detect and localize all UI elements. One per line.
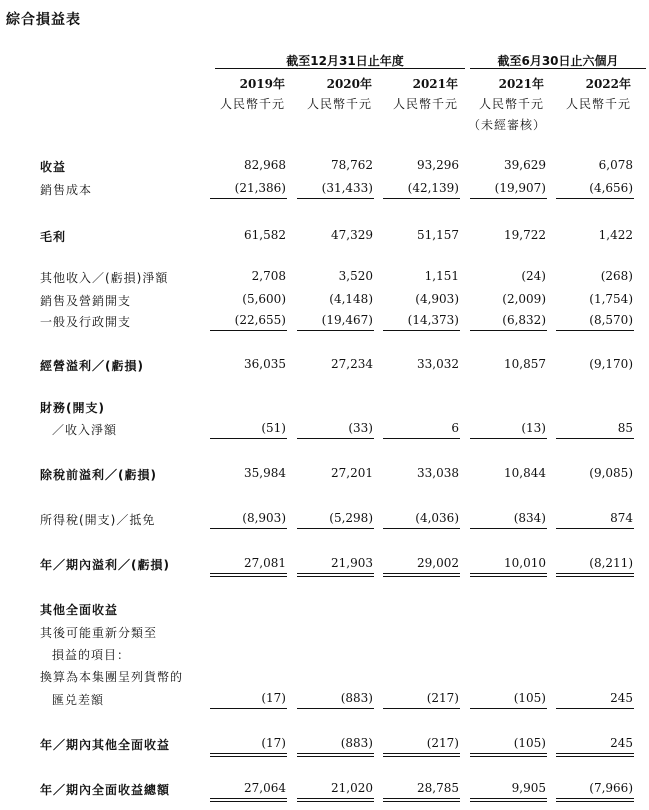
row-value: 61,582 (244, 228, 286, 242)
row-label: ／收入淨額 (52, 423, 118, 437)
row-value: (17) (261, 736, 286, 750)
row-value: 21,020 (331, 781, 373, 795)
row-value: (268) (600, 269, 633, 283)
row-value: 78,762 (331, 158, 373, 172)
total-rule (383, 708, 460, 709)
header-year-2021-interim: 2021年 (498, 77, 544, 91)
row-value: (834) (513, 511, 546, 525)
row-value: 27,081 (244, 556, 286, 570)
row-value: (33) (348, 421, 373, 435)
header-group-annual: 截至12月31日止年度 (286, 54, 404, 68)
total-rule (210, 708, 287, 709)
row-value: 93,296 (417, 158, 459, 172)
total-rule (556, 753, 634, 754)
row-value: (2,009) (502, 292, 546, 306)
row-value: (4,903) (415, 292, 459, 306)
total-rule (470, 573, 547, 574)
row-value: 245 (610, 691, 633, 705)
row-value: 35,984 (244, 466, 286, 480)
total-rule-double (383, 756, 460, 757)
total-rule-double (297, 576, 374, 577)
row-value: 33,038 (417, 466, 459, 480)
row-value: (17) (261, 691, 286, 705)
header-unit-2021: 人民幣千元 (392, 97, 458, 111)
total-rule (210, 753, 287, 754)
row-value: 28,785 (417, 781, 459, 795)
row-value: 10,857 (504, 357, 546, 371)
row-value: (883) (340, 736, 373, 750)
header-unit-2021-interim: 人民幣千元 (478, 97, 544, 111)
row-value: (24) (521, 269, 546, 283)
total-rule-double (210, 801, 287, 802)
total-rule (556, 573, 634, 574)
row-value: 10,844 (504, 466, 546, 480)
row-value: (19,907) (494, 181, 546, 195)
row-value: 82,968 (244, 158, 286, 172)
row-value: (217) (426, 736, 459, 750)
row-label: 其他收入／(虧損)淨額 (40, 271, 169, 285)
row-value: 2,708 (251, 269, 286, 283)
header-year-2020: 2020年 (326, 77, 372, 91)
header-unit-2022-interim: 人民幣千元 (565, 97, 631, 111)
row-value: (14,373) (407, 313, 459, 327)
row-value: (5,298) (329, 511, 373, 525)
total-rule-double (470, 801, 547, 802)
row-value: 245 (610, 736, 633, 750)
total-rule (470, 753, 547, 754)
total-rule (383, 528, 460, 529)
row-value: (5,600) (242, 292, 286, 306)
row-label: 經營溢利／(虧損) (40, 359, 144, 373)
row-value: 51,157 (417, 228, 459, 242)
row-value: 3,520 (338, 269, 373, 283)
total-rule (470, 708, 547, 709)
header-year-2022-interim: 2022年 (585, 77, 631, 91)
total-rule-double (556, 801, 634, 802)
row-value: (7,966) (589, 781, 633, 795)
row-value: 36,035 (244, 357, 286, 371)
row-value: (42,139) (407, 181, 459, 195)
row-value: (8,570) (589, 313, 633, 327)
row-value: 29,002 (417, 556, 459, 570)
row-value: (51) (261, 421, 286, 435)
row-label: 年／期內溢利／(虧損) (40, 558, 170, 572)
total-rule (556, 330, 634, 331)
row-value: (8,903) (242, 511, 286, 525)
total-rule (556, 798, 634, 799)
row-value: 27,064 (244, 781, 286, 795)
total-rule (556, 708, 634, 709)
total-rule (210, 798, 287, 799)
total-rule (470, 798, 547, 799)
total-rule (383, 330, 460, 331)
total-rule-double (383, 801, 460, 802)
total-rule (470, 438, 547, 439)
row-value: (4,148) (329, 292, 373, 306)
total-rule (383, 198, 460, 199)
total-rule-double (470, 576, 547, 577)
row-value: 6 (451, 421, 459, 435)
row-label: 年／期內其他全面收益 (40, 738, 171, 752)
total-rule (556, 438, 634, 439)
row-value: 85 (617, 421, 633, 435)
row-label: 匯兑差額 (52, 693, 105, 707)
row-value: (22,655) (234, 313, 286, 327)
row-value: (31,433) (321, 181, 373, 195)
row-label: 除稅前溢利／(虧損) (40, 468, 157, 482)
row-label: 收益 (40, 160, 67, 174)
row-value: (105) (513, 691, 546, 705)
total-rule (210, 528, 287, 529)
total-rule-double (383, 576, 460, 577)
total-rule-double (297, 756, 374, 757)
row-value: (6,832) (502, 313, 546, 327)
row-value: 47,329 (331, 228, 373, 242)
row-label: 一般及行政開支 (40, 315, 132, 329)
header-year-2019: 2019年 (239, 77, 285, 91)
header-unit-2020: 人民幣千元 (306, 97, 372, 111)
row-value: (9,085) (589, 466, 633, 480)
total-rule-double (556, 576, 634, 577)
row-label: 銷售成本 (40, 183, 93, 197)
total-rule (210, 198, 287, 199)
total-rule (470, 198, 547, 199)
total-rule-double (210, 576, 287, 577)
total-rule (297, 198, 374, 199)
total-rule (210, 573, 287, 574)
total-rule (297, 330, 374, 331)
row-value: 27,201 (331, 466, 373, 480)
row-label: 毛利 (40, 230, 67, 244)
total-rule (383, 798, 460, 799)
total-rule-double (210, 756, 287, 757)
total-rule (470, 528, 547, 529)
row-value: (4,656) (589, 181, 633, 195)
row-label: 年／期內全面收益總額 (40, 783, 171, 797)
row-label: 銷售及營銷開支 (40, 294, 132, 308)
total-rule (297, 708, 374, 709)
row-value: 21,903 (331, 556, 373, 570)
header-group-interim-rule (470, 68, 646, 69)
header-group-interim: 截至6月30日止六個月 (497, 54, 619, 68)
row-value: 39,629 (504, 158, 546, 172)
total-rule-double (556, 756, 634, 757)
total-rule (297, 438, 374, 439)
total-rule (556, 198, 634, 199)
row-value: (1,754) (589, 292, 633, 306)
row-value: 33,032 (417, 357, 459, 371)
row-value: 9,905 (511, 781, 546, 795)
row-value: (217) (426, 691, 459, 705)
row-label: 財務(開支) (40, 401, 105, 415)
row-value: 19,722 (504, 228, 546, 242)
row-value: 1,422 (598, 228, 633, 242)
row-value: 874 (610, 511, 633, 525)
row-value: (883) (340, 691, 373, 705)
total-rule (383, 573, 460, 574)
row-value: (19,467) (321, 313, 373, 327)
row-value: (105) (513, 736, 546, 750)
header-year-2021: 2021年 (412, 77, 458, 91)
total-rule (297, 528, 374, 529)
total-rule (210, 438, 287, 439)
row-label: 損益的項目： (52, 648, 131, 662)
row-value: 6,078 (598, 158, 633, 172)
row-value: 10,010 (504, 556, 546, 570)
total-rule-double (297, 801, 374, 802)
row-label: 所得稅(開支)／抵免 (40, 513, 156, 527)
total-rule (383, 753, 460, 754)
total-rule (470, 330, 547, 331)
row-label: 換算為本集團呈列貨幣的 (40, 670, 184, 684)
row-label: 其後可能重新分類至 (40, 626, 158, 640)
page-title: 綜合損益表 (6, 12, 81, 28)
row-label: 其他全面收益 (40, 603, 119, 617)
total-rule (383, 438, 460, 439)
row-value: 27,234 (331, 357, 373, 371)
row-value: (8,211) (589, 556, 633, 570)
total-rule (297, 798, 374, 799)
header-unaudited-note: （未經審核） (468, 118, 547, 132)
total-rule (556, 528, 634, 529)
total-rule (297, 753, 374, 754)
row-value: (21,386) (234, 181, 286, 195)
total-rule-double (470, 756, 547, 757)
row-value: (13) (521, 421, 546, 435)
row-value: (9,170) (589, 357, 633, 371)
row-value: 1,151 (424, 269, 459, 283)
total-rule (210, 330, 287, 331)
header-unit-2019: 人民幣千元 (219, 97, 285, 111)
header-group-annual-rule (215, 68, 465, 69)
total-rule (297, 573, 374, 574)
row-value: (4,036) (415, 511, 459, 525)
